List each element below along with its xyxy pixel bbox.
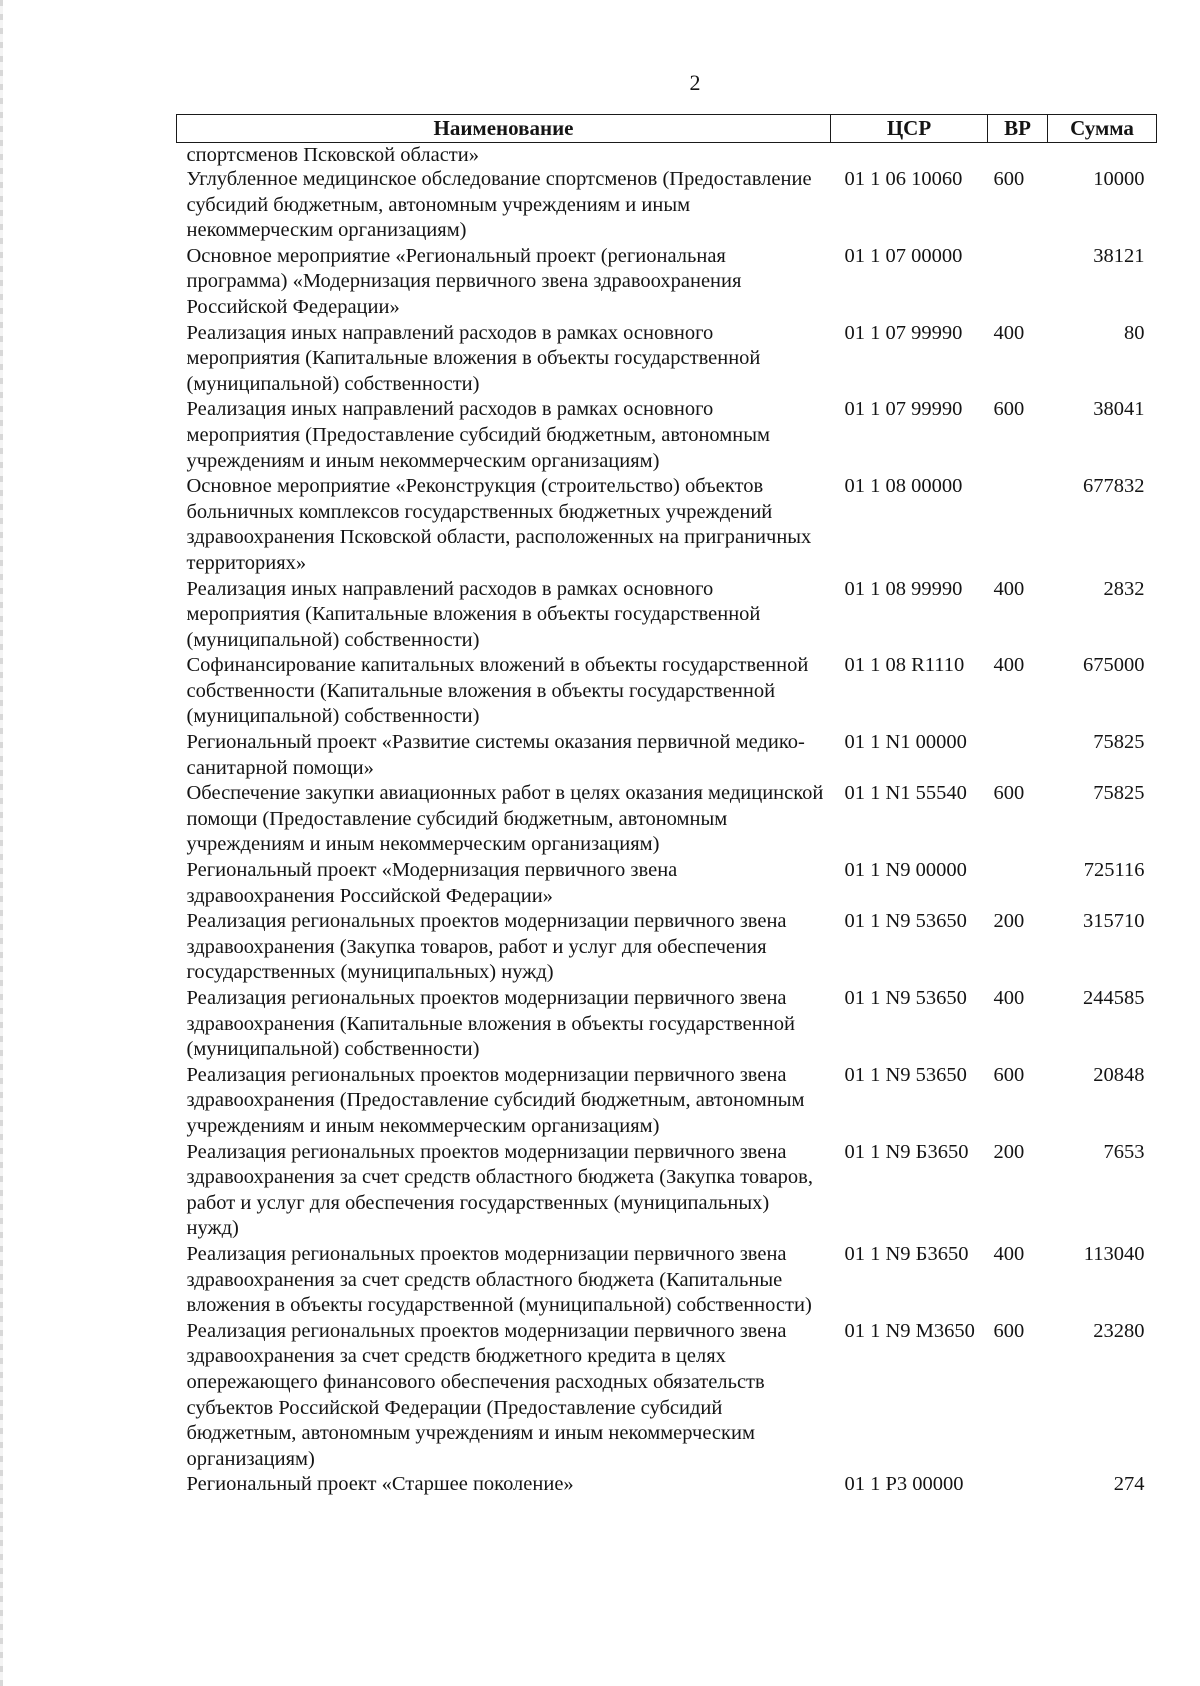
row-csr: 01 1 08 00000 (844, 475, 963, 498)
row-csr: 01 1 06 10060 (844, 168, 963, 190)
header-sum: Сумма (1048, 115, 1157, 143)
row-name: Региональный проект «Развитие системы оказания первичной медико-санитарной помощи» (186, 731, 805, 779)
header-csr: ЦСР (831, 115, 988, 143)
row-csr: 01 1 07 99990 (844, 321, 963, 344)
row-vr: 600 (993, 1319, 1025, 1342)
row-name: Реализация региональных проектов модернизации первичного звена здравоохранения за счет средств бюджетного кредита в целях опережающего финансового обеспечения расходных обязательств субъектов Российской Федерации (Предоставление субсидий бюджетным, автономным учреждениям и иным некоммерческим организациям) (186, 1319, 787, 1470)
row-csr: 01 1 N9 М3650 (844, 1319, 975, 1342)
row-sum: 315710 (1083, 910, 1145, 933)
row-name: Основное мероприятие «Региональный проект (региональная программа) «Модернизация первичного звена здравоохранения Российской Федерации» (186, 244, 742, 318)
continuation-row (177, 143, 1157, 168)
table-row (177, 781, 1157, 858)
row-sum: 23280 (1093, 1319, 1145, 1342)
row-sum: 75825 (1093, 782, 1145, 805)
row-vr: 600 (993, 168, 1025, 190)
row-name: Софинансирование капитальных вложений в объекты государственной собственности (Капитальные вложения в объекты государственной (муниципальной) собственности) (186, 654, 809, 728)
row-vr: 200 (993, 910, 1025, 933)
row-sum: 725116 (1083, 859, 1145, 882)
row-vr: 400 (993, 1242, 1025, 1265)
row-vr (988, 730, 1048, 781)
row-name: Обеспечение закупки авиационных работ в целях оказания медицинской помощи (Предоставление субсидий бюджетным, автономным учреждениям и иным некоммерческим организациям) (186, 782, 824, 856)
row-name: Основное мероприятие «Реконструкция (строительство) объектов больничных комплексов государственных бюджетных учреждений здравоохранения Псковской области, расположенных на приграничных территориях» (186, 475, 812, 574)
row-name: Реализация региональных проектов модернизации первичного звена здравоохранения (Закупка товаров, работ и услуг для обеспечения государственных (муниципальных) нужд) (186, 910, 787, 984)
row-name: Реализация региональных проектов модернизации первичного звена здравоохранения за счет средств областного бюджета (Закупка товаров, работ и услуг для обеспечения государственных (муниципальных) нужд) (186, 1140, 813, 1240)
row-sum: 675000 (1083, 654, 1145, 677)
row-sum: 113040 (1083, 1242, 1145, 1265)
table-row (177, 1242, 1157, 1319)
row-csr: 01 1 N9 53650 (844, 987, 967, 1009)
table-row (177, 1319, 1157, 1473)
table-row (177, 1472, 1157, 1498)
row-csr: 01 1 08 R1110 (844, 654, 965, 677)
row-sum: 677832 (1083, 475, 1145, 498)
continuation-text: спортсменов Псковской области» (186, 144, 479, 166)
row-name: Реализация региональных проектов модернизации первичного звена здравоохранения (Капитальные вложения в объекты государственной (муниципальной) собственности) (186, 987, 795, 1061)
row-sum: 244585 (1083, 987, 1145, 1009)
row-csr: 01 1 07 00000 (844, 244, 963, 267)
row-name: Региональный проект «Старшее поколение» (186, 1473, 574, 1496)
budget-table (176, 114, 1157, 1498)
row-name: Реализация иных направлений расходов в рамках основного мероприятия (Капитальные вложения в объекты государственной (муниципальной) собственности) (186, 321, 761, 395)
table-row (177, 577, 1157, 654)
page-number: 2 (689, 70, 701, 95)
row-sum: 10000 (1093, 168, 1145, 190)
header-name: Наименование (177, 115, 831, 143)
table-row (177, 1140, 1157, 1242)
row-name: Реализация региональных проектов модернизации первичного звена здравоохранения (Предоставление субсидий бюджетным, автономным учреждениям и иным некоммерческим организациям) (186, 1063, 805, 1137)
header-vr: ВР (988, 115, 1048, 143)
row-sum: 274 (1113, 1473, 1145, 1496)
table-row (177, 167, 1157, 244)
row-vr (988, 1472, 1048, 1498)
table-row (177, 730, 1157, 781)
table-row (177, 474, 1157, 576)
row-vr: 600 (993, 782, 1025, 805)
row-name: Реализация иных направлений расходов в рамках основного мероприятия (Капитальные вложения в объекты государственной (муниципальной) собственности) (186, 577, 761, 651)
row-vr (988, 244, 1048, 321)
row-vr: 600 (993, 398, 1025, 421)
row-sum: 75825 (1093, 731, 1145, 754)
row-vr: 400 (993, 987, 1025, 1009)
row-vr: 400 (993, 654, 1025, 677)
row-csr: 01 1 N1 55540 (844, 782, 967, 805)
row-csr: 01 1 P3 00000 (844, 1473, 964, 1496)
row-name: Реализация региональных проектов модернизации первичного звена здравоохранения за счет средств областного бюджета (Капитальные вложения в объекты государственной (муниципальной) собственности) (186, 1242, 812, 1317)
table-row (177, 1063, 1157, 1140)
row-sum: 2832 (1103, 577, 1145, 600)
row-csr: 01 1 08 99990 (844, 577, 963, 600)
table-row (177, 321, 1157, 398)
table-row (177, 986, 1157, 1063)
row-vr: 400 (993, 577, 1025, 600)
table-body (177, 143, 1157, 1498)
row-csr: 01 1 N9 00000 (844, 859, 967, 882)
row-csr: 01 1 N1 00000 (844, 731, 967, 754)
row-csr: 01 1 N9 Б3650 (844, 1242, 969, 1265)
row-csr: 01 1 N9 53650 (844, 1063, 967, 1086)
table-row (177, 244, 1157, 321)
row-sum: 80 (1124, 321, 1145, 344)
row-csr: 01 1 N9 53650 (844, 910, 967, 933)
row-csr: 01 1 N9 Б3650 (844, 1140, 969, 1163)
table-row (177, 653, 1157, 730)
table-header (177, 115, 1157, 143)
row-csr: 01 1 07 99990 (844, 398, 963, 421)
row-vr (988, 474, 1048, 576)
table-row (177, 909, 1157, 986)
row-vr: 400 (993, 321, 1025, 344)
row-sum: 7653 (1103, 1140, 1145, 1163)
row-sum: 20848 (1093, 1063, 1145, 1086)
table-row (177, 858, 1157, 909)
row-sum: 38041 (1093, 398, 1145, 421)
table-row (177, 397, 1157, 474)
row-vr: 200 (993, 1140, 1025, 1163)
row-name: Региональный проект «Модернизация первичного звена здравоохранения Российской Федерации» (186, 859, 678, 907)
row-vr: 600 (993, 1063, 1025, 1086)
row-name: Углубленное медицинское обследование спортсменов (Предоставление субсидий бюджетным, автономным учреждениям и иным некоммерческим организациям) (186, 168, 812, 242)
row-sum: 38121 (1093, 244, 1145, 267)
row-vr (988, 858, 1048, 909)
row-name: Реализация иных направлений расходов в рамках основного мероприятия (Предоставление субсидий бюджетным, автономным учреждениям и иным некоммерческим организациям) (186, 398, 770, 472)
scan-edge (0, 0, 3, 1686)
